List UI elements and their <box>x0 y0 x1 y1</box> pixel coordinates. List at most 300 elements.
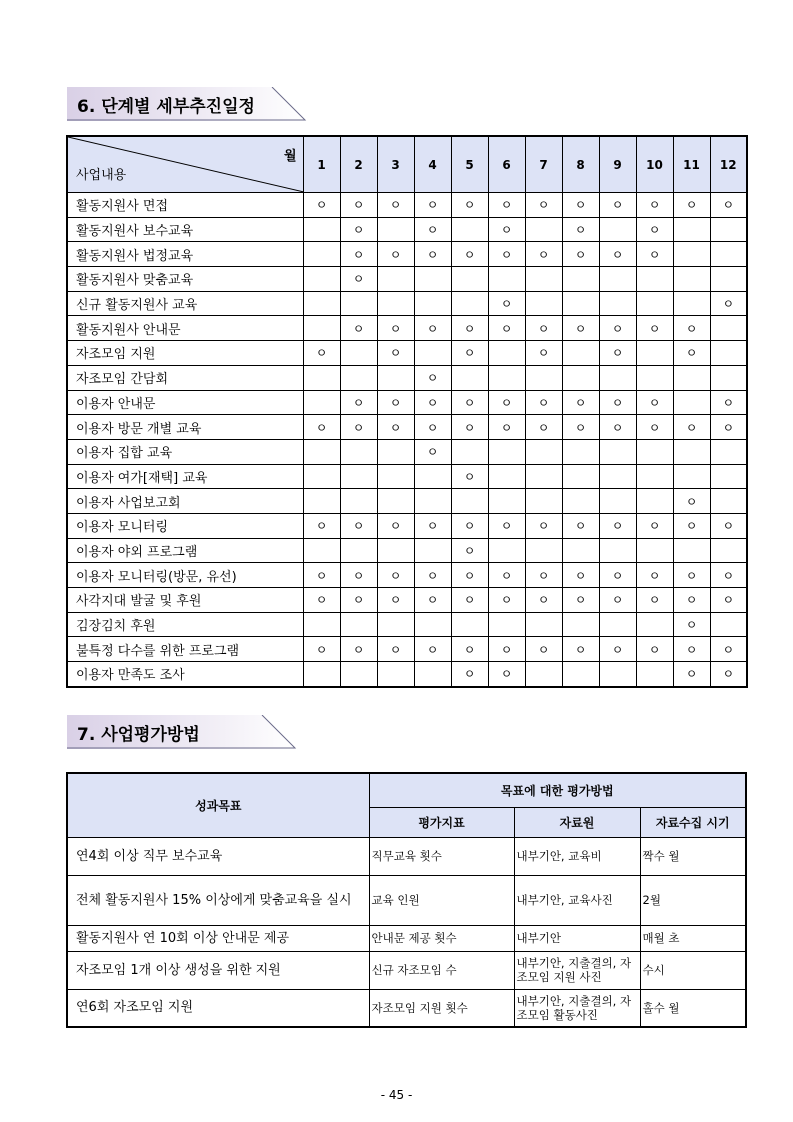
schedule-mark: ㅇ <box>451 637 488 662</box>
schedule-empty-cell <box>488 538 525 563</box>
schedule-mark: ㅇ <box>525 390 562 415</box>
schedule-empty-cell <box>673 217 710 242</box>
schedule-empty-cell <box>710 538 747 563</box>
schedule-mark: ㅇ <box>488 316 525 341</box>
activity-name: 자조모임 간담회 <box>67 365 303 390</box>
schedule-mark: ㅇ <box>562 217 599 242</box>
schedule-empty-cell <box>673 390 710 415</box>
schedule-row <box>67 415 747 440</box>
schedule-empty-cell <box>340 341 377 366</box>
schedule-mark: ㅇ <box>488 242 525 267</box>
schedule-mark: ㅇ <box>562 242 599 267</box>
schedule-empty-cell <box>599 464 636 489</box>
schedule-empty-cell <box>303 464 340 489</box>
month-header: 6 <box>488 136 525 193</box>
schedule-empty-cell <box>562 464 599 489</box>
schedule-mark: ㅇ <box>525 415 562 440</box>
month-header: 1 <box>303 136 340 193</box>
schedule-empty-cell <box>562 612 599 637</box>
schedule-mark: ㅇ <box>377 563 414 588</box>
schedule-empty-cell <box>673 439 710 464</box>
schedule-mark: ㅇ <box>525 193 562 218</box>
schedule-empty-cell <box>599 291 636 316</box>
schedule-empty-cell <box>303 267 340 292</box>
schedule-empty-cell <box>562 662 599 687</box>
schedule-mark: ㅇ <box>525 588 562 613</box>
schedule-empty-cell <box>488 341 525 366</box>
schedule-empty-cell <box>710 439 747 464</box>
schedule-empty-cell <box>414 291 451 316</box>
schedule-mark: ㅇ <box>340 316 377 341</box>
indicator-cell: 교육 인원 <box>369 875 514 925</box>
schedule-mark: ㅇ <box>636 513 673 538</box>
schedule-mark: ㅇ <box>562 415 599 440</box>
schedule-empty-cell <box>599 662 636 687</box>
source-cell: 내부기안, 지출결의, 자조모임 활동사진 <box>514 989 640 1027</box>
schedule-empty-cell <box>303 242 340 267</box>
schedule-mark: ㅇ <box>599 637 636 662</box>
schedule-mark: ㅇ <box>488 390 525 415</box>
schedule-mark: ㅇ <box>377 193 414 218</box>
schedule-mark: ㅇ <box>673 341 710 366</box>
schedule-mark: ㅇ <box>525 242 562 267</box>
schedule-empty-cell <box>599 538 636 563</box>
schedule-empty-cell <box>377 439 414 464</box>
goal-cell: 전체 활동지원사 15% 이상에게 맞춤교육을 실시 <box>67 875 369 925</box>
schedule-mark: ㅇ <box>451 464 488 489</box>
schedule-mark: ㅇ <box>414 588 451 613</box>
schedule-empty-cell <box>488 489 525 514</box>
month-header: 12 <box>710 136 747 193</box>
schedule-mark: ㅇ <box>636 637 673 662</box>
schedule-mark: ㅇ <box>488 563 525 588</box>
schedule-mark: ㅇ <box>599 513 636 538</box>
schedule-mark: ㅇ <box>525 513 562 538</box>
schedule-empty-cell <box>340 291 377 316</box>
schedule-empty-cell <box>710 464 747 489</box>
schedule-empty-cell <box>525 662 562 687</box>
schedule-mark: ㅇ <box>488 415 525 440</box>
schedule-mark: ㅇ <box>636 415 673 440</box>
activity-name: 이용자 야외 프로그램 <box>67 538 303 563</box>
schedule-empty-cell <box>414 464 451 489</box>
schedule-empty-cell <box>710 341 747 366</box>
schedule-mark: ㅇ <box>414 513 451 538</box>
activity-name: 활동지원사 보수교육 <box>67 217 303 242</box>
schedule-empty-cell <box>673 291 710 316</box>
schedule-row <box>67 563 747 588</box>
source-cell: 내부기안, 교육사진 <box>514 875 640 925</box>
schedule-empty-cell <box>340 439 377 464</box>
schedule-mark: ㅇ <box>414 316 451 341</box>
schedule-empty-cell <box>340 365 377 390</box>
schedule-empty-cell <box>451 291 488 316</box>
schedule-mark: ㅇ <box>303 588 340 613</box>
schedule-empty-cell <box>340 464 377 489</box>
month-header: 4 <box>414 136 451 193</box>
schedule-mark: ㅇ <box>562 637 599 662</box>
month-header: 2 <box>340 136 377 193</box>
schedule-empty-cell <box>636 341 673 366</box>
schedule-empty-cell <box>710 217 747 242</box>
schedule-mark: ㅇ <box>599 242 636 267</box>
schedule-mark: ㅇ <box>488 291 525 316</box>
schedule-row <box>67 390 747 415</box>
schedule-mark: ㅇ <box>414 390 451 415</box>
schedule-mark: ㅇ <box>599 415 636 440</box>
schedule-mark: ㅇ <box>340 267 377 292</box>
activity-name: 이용자 모니터링 <box>67 513 303 538</box>
schedule-empty-cell <box>488 612 525 637</box>
schedule-empty-cell <box>303 489 340 514</box>
schedule-mark: ㅇ <box>414 439 451 464</box>
indicator-cell: 직무교육 횟수 <box>369 837 514 875</box>
schedule-mark: ㅇ <box>451 316 488 341</box>
schedule-empty-cell <box>303 390 340 415</box>
goal-cell: 활동지원사 연 10회 이상 안내문 제공 <box>67 925 369 951</box>
activity-name: 활동지원사 법정교육 <box>67 242 303 267</box>
schedule-mark: ㅇ <box>599 588 636 613</box>
page-number: - 45 - <box>380 1088 413 1102</box>
corner-content-label: 사업내용 <box>76 168 127 183</box>
schedule-empty-cell <box>710 612 747 637</box>
schedule-empty-cell <box>303 291 340 316</box>
schedule-empty-cell <box>303 217 340 242</box>
schedule-empty-cell <box>673 242 710 267</box>
schedule-mark: ㅇ <box>451 538 488 563</box>
schedule-empty-cell <box>414 267 451 292</box>
schedule-empty-cell <box>377 365 414 390</box>
schedule-row <box>67 538 747 563</box>
activity-name: 이용자 만족도 조사 <box>67 662 303 687</box>
schedule-row <box>67 588 747 613</box>
activity-name: 활동지원사 면접 <box>67 193 303 218</box>
activity-name: 이용자 사업보고회 <box>67 489 303 514</box>
schedule-mark: ㅇ <box>377 390 414 415</box>
schedule-empty-cell <box>377 217 414 242</box>
schedule-row <box>67 242 747 267</box>
corner-month-label: 월 <box>283 149 297 164</box>
schedule-mark: ㅇ <box>451 415 488 440</box>
schedule-mark: ㅇ <box>340 588 377 613</box>
schedule-mark: ㅇ <box>451 193 488 218</box>
schedule-empty-cell <box>340 612 377 637</box>
schedule-mark: ㅇ <box>377 341 414 366</box>
schedule-empty-cell <box>451 489 488 514</box>
schedule-empty-cell <box>636 662 673 687</box>
activity-name: 이용자 집합 교육 <box>67 439 303 464</box>
schedule-mark: ㅇ <box>451 242 488 267</box>
schedule-mark: ㅇ <box>340 193 377 218</box>
schedule-empty-cell <box>636 538 673 563</box>
schedule-mark: ㅇ <box>673 316 710 341</box>
evaluation-row <box>67 875 746 925</box>
section6-header <box>67 87 307 121</box>
schedule-empty-cell <box>525 365 562 390</box>
schedule-empty-cell <box>377 464 414 489</box>
evaluation-table <box>66 772 747 1028</box>
schedule-mark: ㅇ <box>303 637 340 662</box>
month-header: 9 <box>599 136 636 193</box>
schedule-empty-cell <box>525 267 562 292</box>
schedule-row <box>67 489 747 514</box>
evaluation-header-row <box>67 773 746 807</box>
source-cell: 내부기안 <box>514 925 640 951</box>
schedule-empty-cell <box>340 538 377 563</box>
schedule-mark: ㅇ <box>562 390 599 415</box>
schedule-mark: ㅇ <box>673 662 710 687</box>
schedule-empty-cell <box>710 489 747 514</box>
schedule-empty-cell <box>525 291 562 316</box>
schedule-empty-cell <box>414 662 451 687</box>
schedule-mark: ㅇ <box>340 217 377 242</box>
schedule-empty-cell <box>525 538 562 563</box>
schedule-mark: ㅇ <box>340 242 377 267</box>
schedule-mark: ㅇ <box>673 612 710 637</box>
schedule-empty-cell <box>377 612 414 637</box>
schedule-mark: ㅇ <box>451 588 488 613</box>
goal-cell: 자조모임 1개 이상 생성을 위한 지원 <box>67 951 369 989</box>
schedule-table <box>66 135 748 688</box>
schedule-empty-cell <box>710 242 747 267</box>
schedule-empty-cell <box>525 612 562 637</box>
schedule-mark: ㅇ <box>377 513 414 538</box>
schedule-empty-cell <box>599 612 636 637</box>
activity-name: 이용자 모니터링(방문, 유선) <box>67 563 303 588</box>
schedule-mark: ㅇ <box>673 637 710 662</box>
schedule-empty-cell <box>377 662 414 687</box>
schedule-mark: ㅇ <box>525 563 562 588</box>
schedule-mark: ㅇ <box>636 390 673 415</box>
schedule-mark: ㅇ <box>414 242 451 267</box>
schedule-mark: ㅇ <box>673 193 710 218</box>
evaluation-row <box>67 925 746 951</box>
evaluation-row <box>67 837 746 875</box>
goal-cell: 연4회 이상 직무 보수교육 <box>67 837 369 875</box>
schedule-mark: ㅇ <box>488 193 525 218</box>
schedule-empty-cell <box>525 464 562 489</box>
schedule-mark: ㅇ <box>377 637 414 662</box>
month-header: 7 <box>525 136 562 193</box>
schedule-mark: ㅇ <box>488 513 525 538</box>
schedule-mark: ㅇ <box>451 390 488 415</box>
schedule-empty-cell <box>673 464 710 489</box>
schedule-empty-cell <box>303 538 340 563</box>
schedule-mark: ㅇ <box>599 563 636 588</box>
schedule-row <box>67 316 747 341</box>
schedule-row <box>67 513 747 538</box>
source-cell: 내부기안, 교육비 <box>514 837 640 875</box>
schedule-mark: ㅇ <box>599 341 636 366</box>
schedule-mark: ㅇ <box>673 489 710 514</box>
schedule-mark: ㅇ <box>488 588 525 613</box>
month-header: 3 <box>377 136 414 193</box>
schedule-mark: ㅇ <box>414 637 451 662</box>
source-cell: 내부기안, 지출결의, 자조모임 지원 사진 <box>514 951 640 989</box>
schedule-mark: ㅇ <box>451 341 488 366</box>
schedule-mark: ㅇ <box>599 316 636 341</box>
schedule-mark: ㅇ <box>673 415 710 440</box>
schedule-empty-cell <box>488 365 525 390</box>
schedule-row <box>67 193 747 218</box>
schedule-mark: ㅇ <box>673 513 710 538</box>
schedule-empty-cell <box>636 267 673 292</box>
schedule-empty-cell <box>414 341 451 366</box>
month-header: 5 <box>451 136 488 193</box>
schedule-row <box>67 267 747 292</box>
schedule-mark: ㅇ <box>488 217 525 242</box>
schedule-mark: ㅇ <box>710 291 747 316</box>
section7-title: 7. 사업평가방법 <box>77 725 200 745</box>
schedule-empty-cell <box>377 267 414 292</box>
schedule-mark: ㅇ <box>377 242 414 267</box>
schedule-empty-cell <box>562 538 599 563</box>
goal-cell: 연6회 자조모임 지원 <box>67 989 369 1027</box>
schedule-empty-cell <box>451 365 488 390</box>
schedule-mark: ㅇ <box>488 662 525 687</box>
schedule-mark: ㅇ <box>562 588 599 613</box>
schedule-mark: ㅇ <box>599 193 636 218</box>
schedule-mark: ㅇ <box>710 588 747 613</box>
indicator-cell: 자조모임 지원 횟수 <box>369 989 514 1027</box>
schedule-mark: ㅇ <box>525 341 562 366</box>
schedule-mark: ㅇ <box>340 563 377 588</box>
schedule-empty-cell <box>673 538 710 563</box>
schedule-mark: ㅇ <box>414 563 451 588</box>
schedule-empty-cell <box>562 267 599 292</box>
activity-name: 이용자 여가[재택] 교육 <box>67 464 303 489</box>
schedule-mark: ㅇ <box>303 341 340 366</box>
schedule-empty-cell <box>303 316 340 341</box>
schedule-mark: ㅇ <box>710 637 747 662</box>
timing-cell: 2월 <box>640 875 746 925</box>
schedule-mark: ㅇ <box>710 390 747 415</box>
schedule-mark: ㅇ <box>636 588 673 613</box>
activity-name: 활동지원사 맞춤교육 <box>67 267 303 292</box>
activity-name: 김장김치 후원 <box>67 612 303 637</box>
schedule-mark: ㅇ <box>636 217 673 242</box>
indicator-cell: 신규 자조모임 수 <box>369 951 514 989</box>
evaluation-row <box>67 951 746 989</box>
schedule-empty-cell <box>488 439 525 464</box>
schedule-mark: ㅇ <box>340 390 377 415</box>
month-header: 10 <box>636 136 673 193</box>
schedule-empty-cell <box>710 316 747 341</box>
header-timing: 자료수집 시기 <box>640 807 746 837</box>
activity-name: 이용자 안내문 <box>67 390 303 415</box>
schedule-mark: ㅇ <box>451 563 488 588</box>
schedule-mark: ㅇ <box>451 513 488 538</box>
schedule-mark: ㅇ <box>636 563 673 588</box>
schedule-empty-cell <box>599 365 636 390</box>
schedule-mark: ㅇ <box>414 415 451 440</box>
schedule-mark: ㅇ <box>377 588 414 613</box>
schedule-mark: ㅇ <box>636 193 673 218</box>
schedule-empty-cell <box>673 267 710 292</box>
schedule-empty-cell <box>451 612 488 637</box>
schedule-empty-cell <box>525 439 562 464</box>
schedule-empty-cell <box>710 365 747 390</box>
schedule-mark: ㅇ <box>673 588 710 613</box>
schedule-empty-cell <box>599 267 636 292</box>
header-source: 자료원 <box>514 807 640 837</box>
schedule-mark: ㅇ <box>710 415 747 440</box>
month-header: 8 <box>562 136 599 193</box>
schedule-empty-cell <box>303 439 340 464</box>
schedule-mark: ㅇ <box>562 563 599 588</box>
schedule-row <box>67 365 747 390</box>
schedule-row <box>67 464 747 489</box>
schedule-mark: ㅇ <box>562 513 599 538</box>
schedule-empty-cell <box>451 439 488 464</box>
header-goal: 성과목표 <box>67 773 369 837</box>
schedule-empty-cell <box>525 489 562 514</box>
schedule-mark: ㅇ <box>525 637 562 662</box>
schedule-empty-cell <box>377 489 414 514</box>
schedule-empty-cell <box>562 489 599 514</box>
schedule-empty-cell <box>636 439 673 464</box>
schedule-mark: ㅇ <box>414 193 451 218</box>
schedule-empty-cell <box>451 267 488 292</box>
schedule-row <box>67 637 747 662</box>
schedule-empty-cell <box>562 439 599 464</box>
schedule-mark: ㅇ <box>710 563 747 588</box>
schedule-mark: ㅇ <box>303 193 340 218</box>
schedule-empty-cell <box>414 612 451 637</box>
schedule-empty-cell <box>525 217 562 242</box>
schedule-empty-cell <box>377 538 414 563</box>
schedule-empty-cell <box>562 365 599 390</box>
schedule-empty-cell <box>636 464 673 489</box>
schedule-mark: ㅇ <box>636 242 673 267</box>
indicator-cell: 안내문 제공 횟수 <box>369 925 514 951</box>
schedule-row <box>67 217 747 242</box>
schedule-mark: ㅇ <box>340 415 377 440</box>
schedule-empty-cell <box>562 291 599 316</box>
schedule-mark: ㅇ <box>673 563 710 588</box>
schedule-mark: ㅇ <box>599 390 636 415</box>
schedule-empty-cell <box>710 267 747 292</box>
schedule-header-row <box>67 136 747 193</box>
schedule-mark: ㅇ <box>303 513 340 538</box>
section7-header <box>67 715 297 749</box>
schedule-empty-cell <box>599 217 636 242</box>
schedule-row <box>67 439 747 464</box>
schedule-empty-cell <box>636 489 673 514</box>
schedule-empty-cell <box>340 662 377 687</box>
schedule-empty-cell <box>673 365 710 390</box>
schedule-mark: ㅇ <box>562 193 599 218</box>
schedule-mark: ㅇ <box>710 193 747 218</box>
header-method: 목표에 대한 평가방법 <box>369 773 746 807</box>
schedule-empty-cell <box>414 538 451 563</box>
activity-name: 자조모임 지원 <box>67 341 303 366</box>
schedule-empty-cell <box>303 365 340 390</box>
schedule-empty-cell <box>340 489 377 514</box>
schedule-mark: ㅇ <box>710 513 747 538</box>
schedule-empty-cell <box>599 489 636 514</box>
section6-title: 6. 단계별 세부추진일정 <box>77 97 255 117</box>
schedule-mark: ㅇ <box>414 365 451 390</box>
schedule-mark: ㅇ <box>340 637 377 662</box>
timing-cell: 짝수 월 <box>640 837 746 875</box>
schedule-mark: ㅇ <box>562 316 599 341</box>
schedule-mark: ㅇ <box>303 415 340 440</box>
schedule-row <box>67 662 747 687</box>
schedule-empty-cell <box>636 612 673 637</box>
activity-name: 이용자 방문 개별 교육 <box>67 415 303 440</box>
schedule-mark: ㅇ <box>377 316 414 341</box>
